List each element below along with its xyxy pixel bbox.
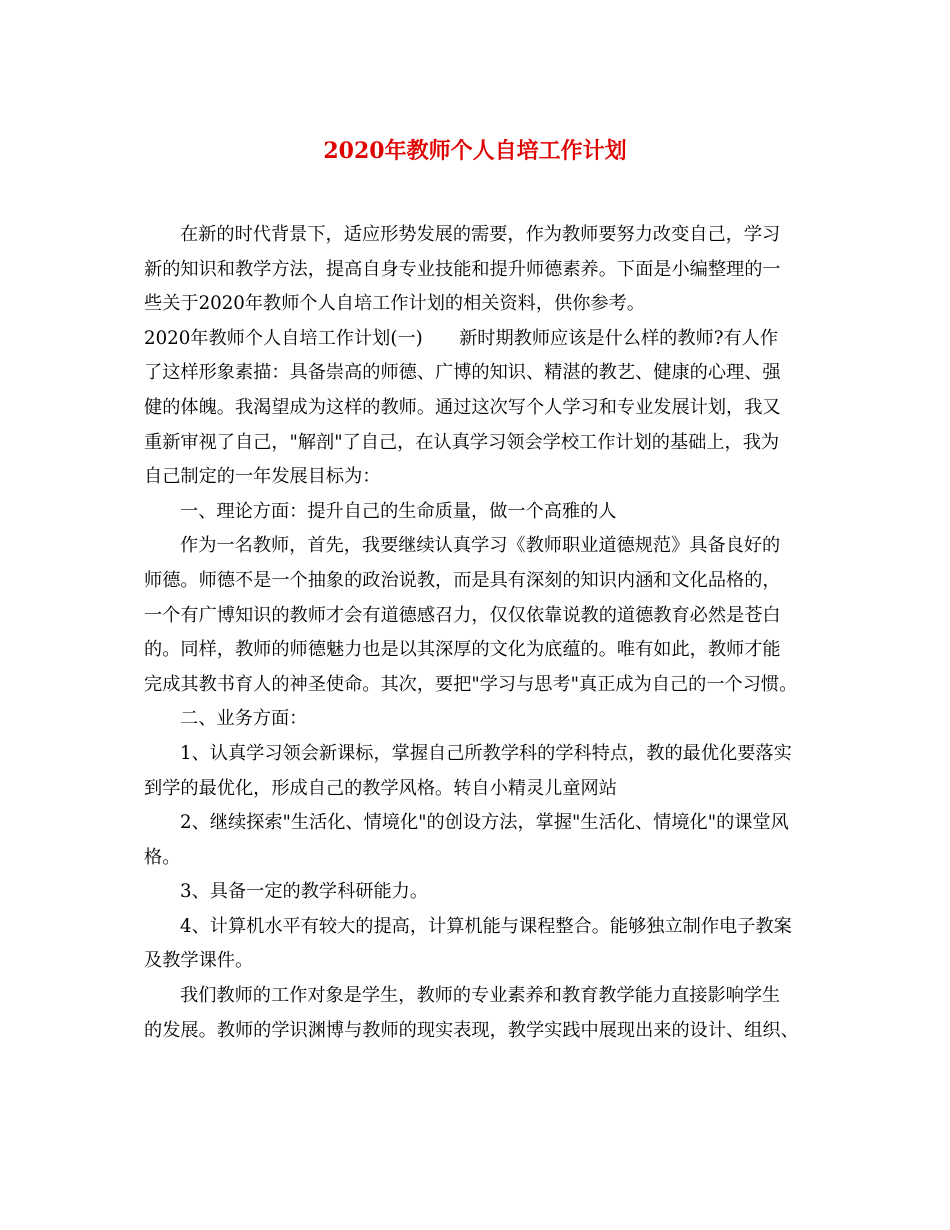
body-line: 一、理论方面：提升自己的生命质量，做一个高雅的人: [180, 500, 617, 522]
body-line: 3、具备一定的教学科研能力。: [180, 881, 429, 903]
body-line: 一个有广博知识的教师才会有道德感召力，仅仅依靠说教的道德教育必然是苍白: [144, 604, 781, 626]
body-line: 自己制定的一年发展目标为：: [144, 466, 381, 488]
body-line: 我们教师的工作对象是学生，教师的专业素养和教育教学能力直接影响学生: [180, 985, 781, 1007]
body-line: 的。同样，教师的师德魅力也是以其深厚的文化为底蕴的。唯有如此，教师才能: [144, 639, 781, 661]
document-title: 2020年教师个人自培工作计划: [323, 138, 627, 164]
body-line: 些关于2020年教师个人自培工作计划的相关资料，供你参考。: [144, 293, 645, 315]
body-line: 2、继续探索"生活化、情境化"的创设方法，掌握"生活化、情境化"的课堂风: [180, 812, 789, 834]
body-line: 4、计算机水平有较大的提高，计算机能与课程整合。能够独立制作电子教案: [180, 915, 792, 937]
body-line: 完成其教书育人的神圣使命。其次，要把"学习与思考"真正成为自己的一个习惯。: [144, 673, 798, 695]
body-line: 新的知识和教学方法，提高自身专业技能和提升师德素养。下面是小编整理的一: [144, 258, 781, 280]
body-line: 重新审视了自己，"解剖"了自己，在认真学习领会学校工作计划的基础上，我为: [144, 431, 780, 453]
body-line: 师德。师德不是一个抽象的政治说教，而是具有深刻的知识内涵和文化品格的，: [144, 569, 781, 591]
body-line: 健的体魄。我渴望成为这样的教师。通过这次写个人学习和专业发展计划，我又: [144, 396, 781, 418]
body-line: 二、业务方面：: [180, 708, 308, 730]
body-line: 在新的时代背景下，适应形势发展的需要，作为教师要努力改变自己，学习: [180, 224, 781, 245]
body-line: 2020年教师个人自培工作计划(一) 新时期教师应该是什么样的教师?有人作: [144, 327, 779, 349]
body-line: 到学的最优化，形成自己的教学风格。转自小精灵儿童网站: [144, 777, 617, 799]
body-line: 1、认真学习领会新课标，掌握自己所教学科的学科特点，教的最优化要落实: [180, 742, 792, 764]
body-line: 的发展。教师的学识渊博与教师的现实表现，教学实践中展现出来的设计、组织、: [144, 1019, 799, 1041]
body-line: 作为一名教师，首先，我要继续认真学习《教师职业道德规范》具备良好的: [180, 535, 781, 557]
body-line: 格。: [144, 846, 181, 868]
body-line: 及教学课件。: [144, 950, 254, 972]
body-line: 了这样形象素描：具备崇高的师德、广博的知识、精湛的教艺、健康的心理、强: [144, 362, 781, 384]
document-body: [144, 218, 806, 1048]
